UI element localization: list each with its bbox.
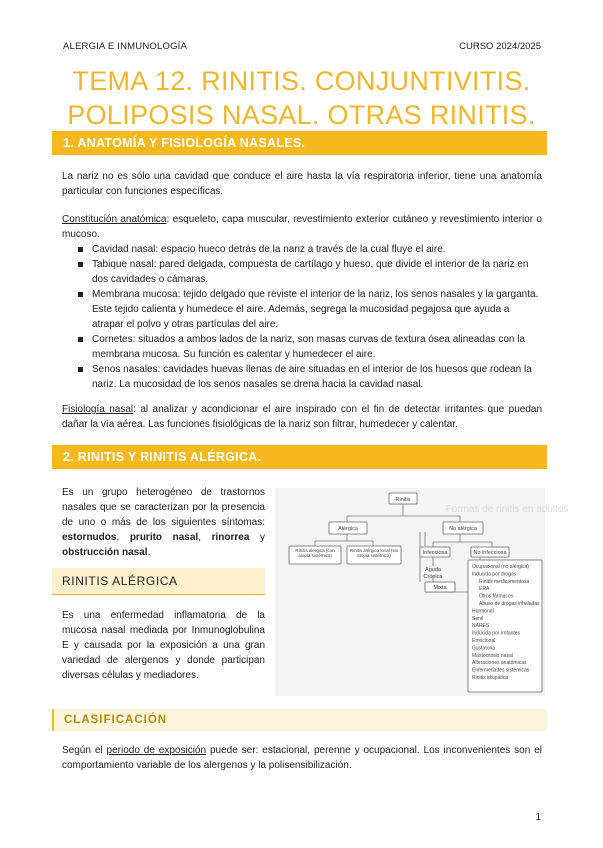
- diagram-label-infecciosa: Infecciosa: [422, 550, 448, 556]
- diagram-list-item: Hormonal: [472, 608, 494, 615]
- fisiologia-paragraph: [62, 402, 542, 432]
- diagram-label-alergica: Alérgica: [338, 526, 358, 532]
- symptom-prurito: prurito nasal: [129, 532, 199, 543]
- diagram-svg: [275, 488, 569, 696]
- diagram-label-aguda: Aguda: [425, 567, 441, 573]
- subheading-rinitis-alergica: RINITIS ALÉRGICA: [52, 568, 265, 595]
- diagram-list-item: Inducida por irritantes: [472, 630, 521, 637]
- diagram-label-al-sistemica: Rinitis alérgica (con atopia sistémica): [295, 548, 335, 558]
- diagram-label-cronica: Crónica: [423, 574, 443, 580]
- diagram-list-item: Gustatoria: [472, 645, 496, 652]
- periodo-exposicion-term: periodo de exposición: [106, 745, 207, 756]
- diagram-list-item: Senil: [472, 615, 484, 622]
- subheading-clasificacion: CLASIFICACIÓN: [52, 709, 547, 731]
- diagram-label-al-local: Rinitis alérgica local (sin atopia sistémica): [349, 548, 399, 558]
- section-heading-rinitis: 2. RINITIS Y RINITIS ALÉRGICA.: [52, 445, 547, 469]
- diagram-list-item: Otros fármacos: [479, 593, 514, 600]
- rinitis-intro-paragraph: Es un grupo heterogéneo de trastornos nasales que se caracterizan por la presencia de uno o más de los siguientes síntomas: estornudos, prurito nasal, rinorrea y obstrucción nasal.: [62, 487, 265, 558]
- header-subject: ALERGIA E INMUNOLOGÍA: [63, 41, 188, 52]
- list-item: Senos nasales: cavidades huevas llenas de aire situadas en el interior de los huesos que rodean la nariz. La mucosidad de los senos nasales se drena hacia la cavidad nasal.: [62, 362, 542, 392]
- diagram-list-item: Enfermedades sistémicas: [472, 667, 530, 674]
- clasificacion-paragraph: Según el periodo de exposición puede ser: estacional, perenne y ocupacional. Los inconvenientes son el comportamiento variable de los alergenos y la polisensibilización.: [62, 745, 542, 771]
- diagram-label-no-infecciosa: No infecciosa: [473, 550, 507, 556]
- page-number: 1: [535, 812, 541, 823]
- symptom-estornudos: estornudos: [62, 532, 117, 543]
- list-item: Tabique nasal: pared delgada, compuesta de cartílago y hueso, que divide el interior de la nariz en dos cavidades o cámaras.: [62, 257, 542, 287]
- diagram-label-mixta: Mixta: [433, 585, 447, 591]
- list-item: Membrana mucosa: tejido delgado que reviste el interior de la nariz, los senos nasales y la garganta. Este tejido calienta y humedece el aire. Además, segrega la mucosidad pegajosa que ayuda a atrapar el polvo y otras partículas del aire.: [62, 287, 542, 332]
- diagram-label-rinitis: Rinitis: [395, 497, 411, 503]
- list-item: Cavidad nasal: espacio hueco detrás de la nariz a través de la cual fluye el aire.: [62, 242, 542, 257]
- page-title-line-2: POLIPOSIS NASAL. OTRAS RINITIS.: [67, 100, 536, 130]
- page-title-line-1: TEMA 12. RINITIS. CONJUNTIVITIS.: [72, 66, 531, 96]
- header-course: CURSO 2024/2025: [459, 41, 541, 52]
- list-item: Cornetes: situados a ambos lados de la nariz, son masas curvas de textura ósea alineadas con la membrana mucosa. Su función es calentar y humedecer el aire.: [62, 332, 542, 362]
- diagram-list-item: ERA: [479, 586, 490, 593]
- alergica-paragraph: Es una enfermedad inflamatoria de la mucosa nasal mediada por Inmunoglobulina E y causada por la exposición a una gran variedad de alergenos y donde participan diversas células y mediadores.: [62, 610, 265, 681]
- section-heading-anatomia: 1. ANATOMÍA Y FISIOLOGÍA NASALES.: [52, 131, 547, 155]
- diagram-list-item: Mastocitosis nasal: [472, 652, 513, 659]
- diagram-list-item: NARES: [472, 623, 490, 630]
- diagram-list-item: Inducida por drogas: [472, 571, 517, 578]
- diagram-list-item: Ocupacional (no alérgica): [472, 564, 529, 570]
- diagram-list-item: Alteraciones anatómicas: [472, 660, 527, 667]
- diagram-list-item: Emocional: [472, 638, 496, 644]
- rinitis-classification-diagram: [275, 488, 569, 696]
- constitucion-paragraph: [62, 212, 542, 242]
- constitucion-label: Constitución anatómica: [62, 214, 167, 225]
- diagram-list-item: Rinitis idiopática: [472, 675, 509, 681]
- anatomy-bullet-list: [62, 242, 542, 392]
- constitucion-text: : esqueleto, capa muscular, revestimiento exterior cutáneo y revestimiento interior o mucoso.: [62, 214, 542, 240]
- fisiologia-label: Fisiología nasal: [62, 404, 134, 415]
- diagram-label-no-alergica: No alérgica: [449, 526, 477, 532]
- intro-paragraph: La nariz no es sólo una cavidad que conduce el aire hasta la vía respiratoria inferior, tiene una anatomía particular con funciones específicas.: [62, 171, 542, 197]
- diagram-list-item: Abuso de drogas inhaladas: [479, 601, 540, 607]
- diagram-list-item: Rinitis medicamentosa: [479, 578, 530, 585]
- diagram-watermark: Formas de rinitis en adultos: [445, 504, 569, 515]
- fisiologia-text: : al analizar y acondicionar el aire inspirado con el fin de detectar irritantes que puedan dañar la vía aérea. Las funciones fisiológicas de la nariz son filtrar, humedecer y calentar.: [62, 404, 543, 430]
- symptom-rinorrea: rinorrea: [211, 532, 250, 543]
- symptom-obstruccion: obstrucción nasal: [62, 547, 148, 558]
